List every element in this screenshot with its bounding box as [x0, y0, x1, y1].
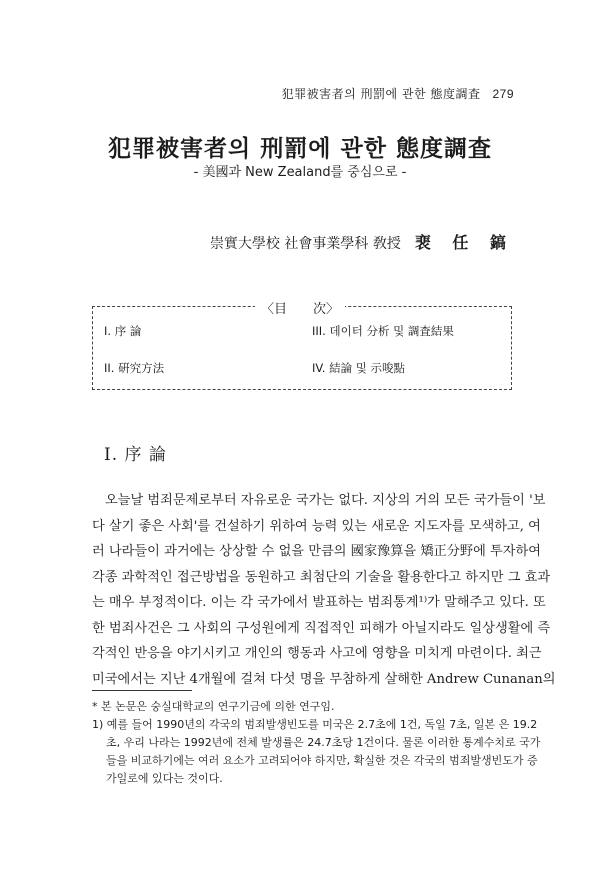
footnotes — [92, 698, 541, 788]
author-affiliation: 崇實大學校 社會事業學科 敎授 — [209, 236, 401, 252]
footnote-1-line: 들을 비교하기에는 여러 요소가 고려되어야 하지만, 확실한 것은 각국의 범죄발생빈도가 증 — [106, 754, 538, 767]
toc-item-method: II. 硏究方法 — [104, 361, 165, 375]
page-number: 279 — [492, 87, 514, 101]
toc-item-analysis: III. 데이터 分析 및 調査結果 — [312, 324, 454, 338]
toc-heading — [0, 298, 600, 317]
toc-item-conclusion: IV. 結論 및 示唆點 — [312, 361, 406, 375]
footnote-divider — [92, 690, 192, 691]
running-header — [282, 85, 514, 102]
paper-subtitle: - 美國과 New Zealand를 중심으로 - — [193, 165, 407, 180]
paragraph-line: 러 나라들이 과거에는 상상할 수 없을 만큼의 國家豫算을 矯正分野에 투자하여 — [92, 544, 541, 559]
toc-heading-text: 〈目 次〉 — [255, 302, 345, 317]
author-line — [210, 230, 514, 253]
footnote-1-line: 1) 예를 들어 1990년의 각국의 범죄발생빈도를 미국은 2.7초에 1건, 독일 7초, 일본 은 19.2 — [92, 718, 538, 731]
author-name: 裵 任 鎬 — [414, 233, 514, 252]
paragraph-line: 미국에서는 지난 4개월에 걸쳐 다섯 명을 무참하게 살해한 Andrew Cunanan의 — [92, 671, 556, 687]
footnote-1-line: 가일로에 있다는 것이다. — [106, 772, 223, 785]
paper-title: 犯罪被害者의 刑罰에 관한 態度調査 — [108, 135, 492, 162]
table-of-contents-box — [92, 306, 512, 390]
paragraph-line: 각종 과학적인 접근방법을 동원하고 최첨단의 기술을 활용한다고 하지만 그 효과 — [92, 569, 551, 585]
paragraph-line: 는 매우 부정적이다. 이는 각 국가에서 발표하는 범죄통계¹⁾가 말해주고 있다. 또 — [92, 595, 546, 610]
paragraph-line: 오늘날 범죄문제로부터 자유로운 국가는 없다. 지상의 거의 모든 국가들이 '보 — [105, 493, 546, 508]
running-title: 犯罪被害者의 刑罰에 관한 態度調査 — [281, 87, 481, 101]
paragraph-line: 다 살기 좋은 사회'를 건설하기 위하여 능력 있는 새로운 지도자를 모색하고, 여 — [92, 518, 541, 534]
toc-item-introduction: I. 序 論 — [104, 324, 142, 338]
section-heading-introduction: I. 序 論 — [104, 445, 167, 465]
footnote-1-line: 초, 우리 나라는 1992년에 전체 발생률은 24.7초당 1건이다. 물론 이러한 통계수치로 국가 — [106, 736, 541, 749]
paragraph-line: 각적인 반응을 야기시키고 개인의 행동과 사고에 영향을 미치게 마련이다. 최근 — [92, 646, 542, 661]
paragraph-line: 한 범죄사건은 그 사회의 구성원에게 직접적인 피해가 아닐지라도 일상생활에 즉 — [92, 620, 551, 636]
body-paragraph — [92, 488, 556, 692]
footnote-funding: * 본 논문은 숭실대학교의 연구기금에 의한 연구임. — [92, 700, 335, 713]
